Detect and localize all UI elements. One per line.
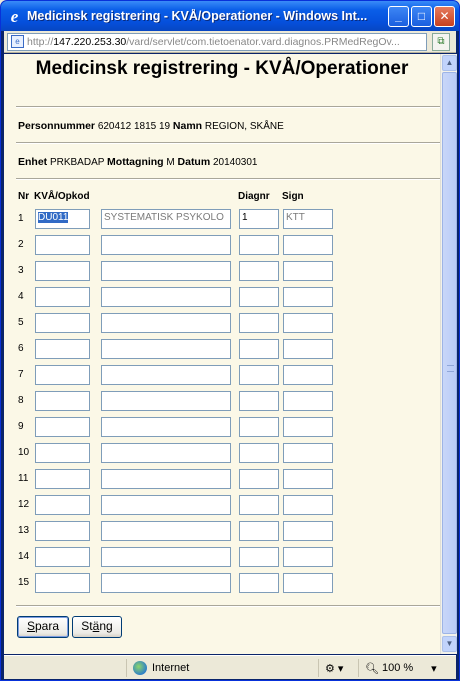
col-header-sign: Sign: [282, 191, 304, 202]
kva-code-input[interactable]: [35, 209, 90, 229]
sign-field[interactable]: [283, 469, 333, 489]
diagnr-input[interactable]: [239, 521, 279, 541]
pnr-label: Personnummer: [18, 120, 96, 132]
sign-field[interactable]: [283, 495, 333, 515]
row-number: 13: [18, 525, 30, 536]
col-header-nr: Nr: [18, 191, 30, 202]
status-bar: [4, 655, 456, 679]
kva-code-input[interactable]: [35, 365, 90, 385]
namn-value: REGION, SKÅNE: [204, 121, 284, 132]
maximize-icon: □: [417, 9, 426, 23]
save-label-post: para: [34, 619, 60, 633]
sign-field[interactable]: [283, 313, 333, 333]
diagnr-input[interactable]: [239, 287, 279, 307]
kva-code-input[interactable]: [35, 443, 90, 463]
datum-value: 20140301: [212, 157, 258, 168]
sign-field[interactable]: [283, 339, 333, 359]
divider: [16, 605, 440, 607]
diagnr-input[interactable]: [239, 417, 279, 437]
description-field[interactable]: [101, 521, 231, 541]
sign-field[interactable]: [283, 287, 333, 307]
globe-icon: [133, 661, 147, 675]
title-bar: [1, 1, 459, 31]
description-field[interactable]: [101, 235, 231, 255]
kva-code-input[interactable]: [35, 261, 90, 281]
description-field[interactable]: [101, 287, 231, 307]
zone-label: Internet: [152, 662, 190, 674]
sign-field-value: KTT: [286, 212, 305, 223]
description-field[interactable]: [101, 313, 231, 333]
description-field[interactable]: [101, 573, 231, 593]
sign-field[interactable]: [283, 573, 333, 593]
vertical-scrollbar[interactable]: [440, 54, 457, 654]
diagnr-input[interactable]: [239, 261, 279, 281]
person-info: [18, 120, 284, 132]
sign-field[interactable]: [283, 261, 333, 281]
kva-code-input[interactable]: [35, 521, 90, 541]
close-label-pre: St: [81, 619, 93, 633]
datum-label: Datum: [177, 156, 211, 168]
diagnr-input[interactable]: [239, 547, 279, 567]
enhet-label: Enhet: [18, 156, 48, 168]
diagnr-input[interactable]: [239, 313, 279, 333]
close-label-post: ng: [99, 619, 113, 633]
row-number: 1: [18, 213, 24, 224]
close-page-button[interactable]: [72, 616, 122, 638]
description-field[interactable]: [101, 391, 231, 411]
row-number: 14: [18, 551, 30, 562]
close-accesskey: ä: [92, 619, 100, 633]
close-icon: ✕: [439, 9, 450, 23]
minimize-button[interactable]: [388, 6, 409, 27]
page-content: [4, 54, 440, 654]
maximize-button[interactable]: [411, 6, 432, 27]
diagnr-input[interactable]: [239, 469, 279, 489]
row-number: 11: [18, 473, 29, 484]
window-title: Medicinsk registrering - KVÅ/Operationer - Windows Int...: [27, 9, 368, 23]
description-field[interactable]: [101, 209, 231, 229]
diagnr-input[interactable]: [239, 391, 279, 411]
kva-code-input[interactable]: [35, 417, 90, 437]
mottagning-value: M: [166, 157, 175, 168]
sign-field[interactable]: [283, 547, 333, 567]
status-text: [4, 659, 124, 677]
sign-field[interactable]: [283, 521, 333, 541]
address-field[interactable]: [7, 33, 427, 51]
diagnr-input[interactable]: [239, 235, 279, 255]
scroll-up-button[interactable]: ▲: [442, 55, 457, 71]
scroll-down-button[interactable]: ▼: [442, 636, 457, 652]
kva-code-input[interactable]: [35, 235, 90, 255]
diagnr-input[interactable]: [239, 495, 279, 515]
description-field[interactable]: [101, 339, 231, 359]
diagnr-input[interactable]: [239, 573, 279, 593]
diagnr-input[interactable]: [239, 443, 279, 463]
kva-code-input[interactable]: [35, 495, 90, 515]
close-button[interactable]: [434, 6, 455, 27]
diagnr-input[interactable]: [239, 365, 279, 385]
address-path: /vard/servlet/com.tietoenator.vard.diagnos.PRMedRegOv...: [126, 35, 400, 48]
zoom-button[interactable]: [358, 659, 454, 677]
kva-code-input[interactable]: [35, 469, 90, 489]
save-accesskey: S: [26, 619, 35, 633]
description-field-value: SYSTEMATISK PSYKOLO: [104, 212, 224, 223]
address-prefix: http://: [27, 35, 54, 48]
internet-explorer-icon: e: [10, 6, 19, 26]
row-number: 2: [18, 239, 24, 250]
minimize-icon: _: [395, 9, 402, 23]
row-number: 8: [18, 395, 24, 406]
address-bar: [4, 31, 456, 53]
unit-info: [18, 156, 257, 168]
description-field[interactable]: [101, 469, 231, 489]
description-field[interactable]: [101, 547, 231, 567]
description-field[interactable]: [101, 495, 231, 515]
row-number: 6: [18, 343, 24, 354]
page-title: Medicinsk registrering - KVÅ/Operationer: [35, 58, 409, 79]
save-button[interactable]: [17, 616, 69, 638]
kva-code-input[interactable]: [35, 313, 90, 333]
enhet-value: PRKBADAP: [49, 157, 105, 168]
sign-field[interactable]: [283, 209, 333, 229]
pnr-value: 620412 1815 19: [97, 121, 171, 132]
kva-code-input[interactable]: [35, 573, 90, 593]
sign-field[interactable]: [283, 391, 333, 411]
description-field[interactable]: [101, 365, 231, 385]
namn-label: Namn: [172, 120, 203, 132]
chevron-down-icon: ▾: [431, 662, 437, 675]
description-field[interactable]: [101, 443, 231, 463]
sign-field[interactable]: [283, 235, 333, 255]
mottagning-label: Mottagning: [107, 156, 164, 168]
scroll-thumb[interactable]: [442, 72, 457, 634]
page-icon: e: [11, 35, 24, 48]
divider: [16, 106, 440, 108]
sign-field[interactable]: [283, 417, 333, 437]
kva-code-input[interactable]: [35, 391, 90, 411]
divider: [16, 178, 440, 180]
zoom-level: 100 %: [381, 662, 414, 674]
description-field[interactable]: [101, 417, 231, 437]
security-icon: ⚙ ▾: [325, 662, 344, 675]
row-number: 7: [18, 369, 24, 380]
row-number: 10: [18, 447, 30, 458]
col-header-kva: KVÅ/Opkod: [34, 191, 90, 202]
divider: [16, 142, 440, 144]
kva-code-input[interactable]: [35, 287, 90, 307]
zone-indicator[interactable]: [126, 659, 316, 677]
protected-mode-button[interactable]: [318, 659, 356, 677]
kva-code-input[interactable]: [35, 547, 90, 567]
row-number: 3: [18, 265, 24, 276]
diagnr-input[interactable]: [239, 339, 279, 359]
kva-code-input-value: DU011: [38, 212, 69, 223]
row-number: 15: [18, 577, 30, 588]
address-host: 147.220.253.30: [53, 35, 127, 48]
row-number: 4: [18, 291, 24, 302]
sign-field[interactable]: [283, 443, 333, 463]
col-header-diagnr: Diagnr: [238, 191, 270, 202]
sign-field[interactable]: [283, 365, 333, 385]
row-number: 9: [18, 421, 24, 432]
kva-code-input[interactable]: [35, 339, 90, 359]
compatibility-icon[interactable]: ⧉: [432, 33, 450, 51]
diagnr-input-value: 1: [242, 212, 248, 223]
row-number: 12: [18, 499, 30, 510]
description-field[interactable]: [101, 261, 231, 281]
zoom-icon: 🔍︎: [365, 662, 379, 675]
grip-icon: [447, 365, 454, 372]
row-number: 5: [18, 317, 24, 328]
diagnr-input[interactable]: [239, 209, 279, 229]
